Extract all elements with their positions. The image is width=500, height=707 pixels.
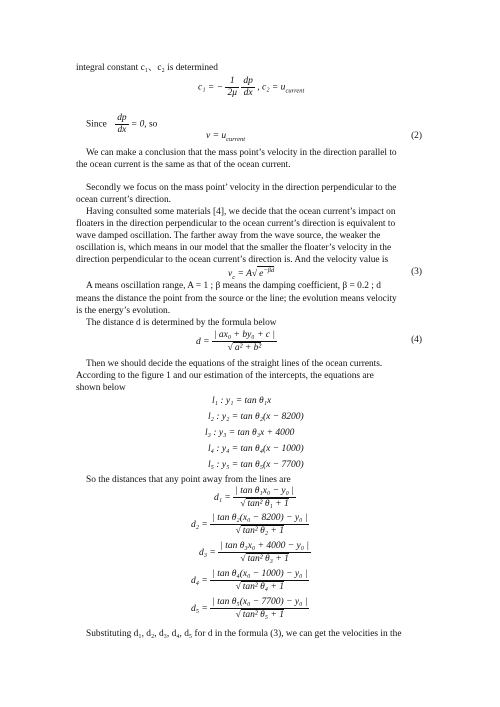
line-equation-3: l₃ : y₃ = tan θ₃x + 4000 (205, 428, 295, 438)
d3-lhs: d₃ = (199, 548, 216, 559)
d2-radicand: tan² θ₂ + 1 (242, 526, 285, 536)
eq2-main: v = u (206, 131, 227, 141)
frac-den: dx (243, 88, 253, 98)
frac-d2 (210, 513, 309, 537)
sqrt-icon: √ (251, 269, 258, 280)
text-line: Secondly we focus on the mass point’ velocity in the direction perpendicular to the (86, 183, 397, 193)
text-line: direction perpendicular to the ocean current’s direction is. And the velocity value is (76, 255, 389, 265)
d1-radicand: tan² θ₁ + 1 (247, 499, 289, 509)
frac-den (212, 342, 277, 354)
distance-equation-1 (214, 486, 296, 510)
sqrt-icon: √ (235, 582, 241, 592)
frac-d4 (210, 569, 309, 593)
frac-num: | tan θ₁x₀ − y₀ | (235, 486, 294, 496)
frac-den: dx (117, 125, 127, 135)
eq3-v: v (228, 269, 233, 280)
eq3-e: e (259, 269, 264, 280)
equation-3 (228, 266, 274, 281)
eq3-sub: c (232, 274, 236, 282)
text-line: shown below (76, 383, 126, 393)
frac-num: | tan θ₃x₀ + 4000 − y₀ | (220, 541, 310, 551)
sqrt-icon: √ (240, 554, 246, 564)
eq4-radicand: a² + b² (234, 343, 262, 353)
frac-den (210, 525, 309, 537)
text-line: According to the figure 1 and our estimation of the intercepts, the equations are (76, 371, 374, 381)
frac-1-2mu (225, 76, 239, 99)
frac-d5 (210, 597, 309, 621)
frac-num: 1 (225, 76, 239, 88)
frac-dp-dx (241, 76, 255, 99)
frac-den (210, 581, 309, 593)
frac-num: | ax₀ + by₀ + c | (213, 330, 275, 340)
d3-radicand: tan² θ₃ + 1 (247, 554, 289, 564)
equation-c1-c2 (198, 76, 304, 99)
equation-number-2: (2) (411, 131, 422, 141)
distance-equation-4 (191, 569, 309, 593)
d5-radicand: tan² θ₅ + 1 (242, 610, 285, 620)
d2-lhs: d₂ = (191, 520, 208, 531)
frac-num: dp (117, 113, 127, 123)
eq3-radicand (257, 266, 274, 279)
d5-lhs: d₅ = (191, 604, 208, 615)
text-line: ocean current’s direction. (76, 195, 172, 205)
eq-c1-lhs: c₁ = − (198, 82, 224, 93)
text-since (86, 113, 157, 136)
equation-2 (206, 131, 245, 143)
line-equation-5: l₅ : y₅ = tan θ₅(x − 7700) (208, 460, 304, 470)
equation-number-3: (3) (411, 267, 422, 277)
distance-equation-5 (191, 597, 309, 621)
text-line: The distance d is determined by the formula below (86, 318, 277, 328)
d4-lhs: d₄ = (191, 576, 208, 587)
sqrt-icon: √ (235, 610, 241, 620)
eq2-sub: current (226, 135, 246, 143)
frac-den (233, 498, 296, 510)
text-line: the ocean current is the same as that of the ocean current. (76, 160, 291, 170)
eq3-exp: −βd (263, 267, 275, 274)
sqrt-icon: √ (235, 526, 241, 536)
text-line: is the energy’s evolution. (76, 306, 171, 316)
line-equation-2: l₂ : y₂ = tan θ₂(x − 8200) (208, 412, 304, 422)
since-rhs: = 0 (130, 119, 145, 130)
distance-equation-3 (199, 541, 311, 565)
frac-den: 2μ (227, 88, 237, 98)
line-equation-1: l₁ : y₁ = tan θ₁x (212, 396, 272, 406)
eq3-rhs: = A (235, 269, 252, 280)
equation-4 (196, 330, 277, 354)
text-line: means the distance the point from the source or the line; the evolution means velocity (76, 294, 397, 304)
frac-den (218, 553, 311, 565)
eq4-lhs: d = (196, 337, 210, 348)
eq-c2: , c₂ = u (257, 82, 286, 93)
since-so: , so (144, 119, 158, 130)
text-line: Then we should decide the equations of the straight lines of the ocean currents. (86, 359, 383, 369)
frac-num: | tan θ₅(x₀ − 7700) − y₀ | (212, 597, 308, 607)
equation-number-4: (4) (411, 335, 422, 345)
frac-num: | tan θ₄(x₀ − 1000) − y₀ | (212, 569, 308, 579)
frac-num: | tan θ₂(x₀ − 8200) − y₀ | (212, 513, 308, 523)
frac-d1 (233, 486, 296, 510)
text-line: wave damped oscillation. The farther away from the wave source, the weaker the (76, 231, 381, 241)
frac-num: dp (243, 76, 253, 86)
text-line: Substituting d₁, d₂, d₃, d₄, d₅ for d in the formula (3), we can get the velocities in the (86, 629, 402, 639)
frac-distance (212, 330, 277, 354)
text-line: We can make a conclusion that the mass point’s velocity in the direction parallel to (86, 148, 397, 158)
text-line: Having consulted some materials [4], we decide that the ocean current’s impact on (86, 207, 396, 217)
frac-d3 (218, 541, 311, 565)
eq-c2-sub: current (285, 87, 305, 95)
text-line: So the distances that any point away from the lines are (86, 475, 291, 485)
text-line: oscillation is, which means in our model that the smaller the floater’s velocity in the (76, 243, 392, 253)
text-line: integral constant c₁、c₂ is determined (76, 63, 218, 73)
text-line: A means oscillation range, A = 1 ; β means the damping coefficient, β = 0.2 ; d (86, 281, 381, 291)
d4-radicand: tan² θ₄ + 1 (242, 582, 285, 592)
text-line: floaters in the direction perpendicular to the ocean current’s direction is equivalent to (76, 219, 396, 229)
d1-lhs: d₁ = (214, 493, 231, 504)
since-label: Since (86, 119, 107, 130)
line-equation-4: l₄ : y₄ = tan θ₄(x − 1000) (208, 444, 304, 454)
sqrt-icon: √ (227, 343, 233, 353)
sqrt-icon: √ (240, 499, 246, 509)
distance-equation-2 (191, 513, 309, 537)
frac-dp-dx-since (115, 113, 128, 136)
frac-den (210, 609, 309, 621)
